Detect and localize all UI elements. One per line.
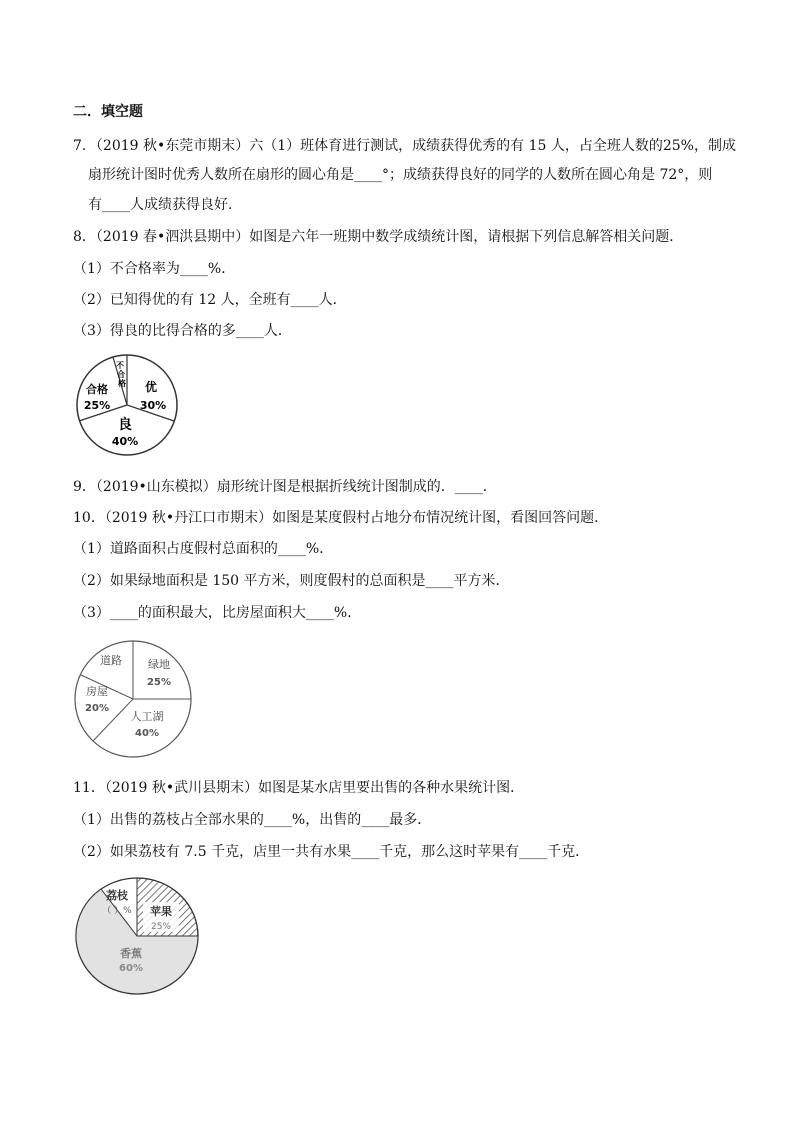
q9-stem: 9．（2019•山东模拟）扇形统计图是根据折线统计图制成的．____． (73, 479, 497, 495)
q7-line1: 7．（2019 秋•东莞市期末）六（1）班体育进行测试，成绩获得优秀的有 15 人，占全班人数的25%，制成 (73, 138, 736, 154)
q8-part3: （3）得良的比得合格的多____人． (73, 323, 292, 339)
q10-part2: （2）如果绿地面积是 150 平方米，则度假村的总面积是____平方米． (73, 573, 510, 589)
q11-stem: 11．（2019 秋•武川县期末）如图是某水店里要出售的各种水果统计图． (73, 780, 525, 796)
q8-liang-pct: 40% (111, 435, 139, 448)
q8-pie-chart (73, 353, 183, 458)
q10-stem: 10．（2019 秋•丹江口市期末）如图是某度假村占地分布情况统计图，看图回答问题． (73, 510, 609, 526)
q11-lizhi-label: 荔枝 (106, 889, 128, 902)
q8-liang-label: 良 (118, 417, 132, 433)
q11-part1: （1）出售的荔枝占全部水果的____%，出售的____最多． (73, 812, 432, 828)
q8-part2: （2）已知得优的有 12 人，全班有____人． (73, 292, 347, 308)
q10-hu-pct: 40% (135, 728, 159, 739)
q10-fangwu-label: 房屋 (86, 685, 108, 698)
q11-pie-chart (73, 875, 203, 997)
q8-part1: （1）不合格率为____%． (73, 261, 236, 277)
q8-buhege-char1: 不 (116, 361, 124, 370)
q10-lvdi-label: 绿地 (148, 658, 170, 671)
q8-you-label: 优 (144, 380, 158, 394)
q7-line2: 扇形统计图时优秀人数所在扇形的圆心角是____°；成绩获得良好的同学的人数所在圆心角是 72°，则 (88, 167, 713, 183)
q11-xiangjiao-pct: 60% (119, 963, 143, 974)
q10-pie-chart (73, 640, 195, 760)
q11-pingguo-pct: 25% (150, 922, 172, 932)
q10-lvdi-pct: 25% (147, 677, 171, 688)
q8-stem: 8．（2019 春•泗洪县期中）如图是六年一班期中数学成绩统计图，请根据下列信息解答相关问题． (73, 229, 684, 245)
q11-xiangjiao-label: 香蕉 (120, 947, 142, 960)
q10-part1: （1）道路面积占度假村总面积的____%． (73, 541, 334, 557)
section-title: 二．填空题 (73, 104, 143, 120)
q11-lizhi-pct: （ ）% (102, 906, 132, 916)
q8-hege-label: 合格 (86, 383, 108, 396)
q10-part3: （3）____的面积最大，比房屋面积大____%． (73, 605, 362, 621)
q8-buhege-char3: 格 (118, 379, 126, 388)
q8-buhege-char2: 合 (117, 370, 125, 379)
q10-hu-label: 人工湖 (130, 710, 164, 723)
q11-pingguo-label: 苹果 (150, 905, 172, 918)
q11-part2: （2）如果荔枝有 7.5 千克，店里一共有水果____千克，那么这时苹果有____千克． (73, 844, 590, 860)
q10-daolu-label: 道路 (100, 654, 122, 667)
q10-fangwu-pct: 20% (85, 703, 109, 714)
q7-line3: 有____人成绩获得良好． (88, 197, 242, 213)
q8-you-pct: 30% (139, 399, 167, 412)
q8-hege-pct: 25% (83, 399, 111, 412)
